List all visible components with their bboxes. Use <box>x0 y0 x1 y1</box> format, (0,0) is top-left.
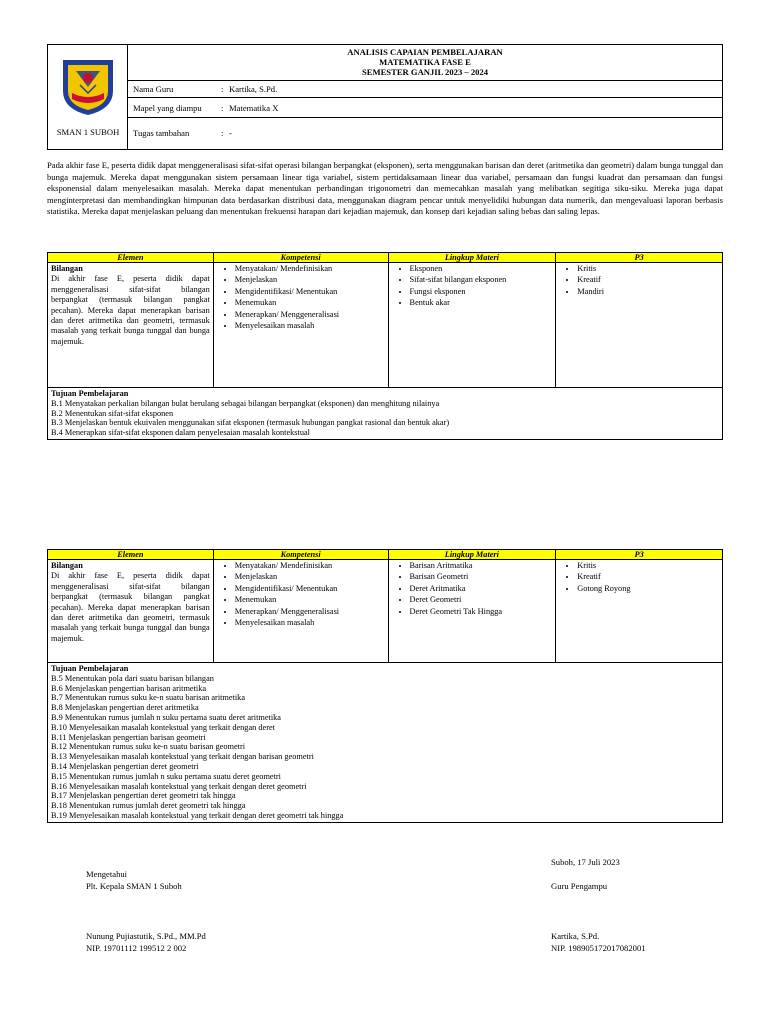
field-nama-guru: Nama Guru : Kartika, S.Pd. <box>133 84 278 94</box>
principal-name: Nunung Pujiastutik, S.Pd., MM.Pd <box>86 931 206 941</box>
tujuan-item: B.19 Menyelesaikan masalah kontekstual yang terkait dengan deret geometri tak hingga <box>51 810 344 820</box>
tujuan-item: B.2 Menentukan sifat-sifat eksponen <box>51 408 174 418</box>
list-item: • Menyatakan/ Mendefinisikan <box>235 264 385 274</box>
table-row <box>48 560 723 663</box>
kompetensi-cell <box>213 263 388 388</box>
lingkup-cell <box>388 560 556 663</box>
document-header <box>47 44 723 150</box>
tujuan-item: B.13 Menyelesaikan masalah kontekstual yang terkait dengan barisan geometri <box>51 752 314 762</box>
tujuan-item: B.16 Menyelesaikan masalah kontekstual yang terkait dengan deret geometri <box>51 781 307 791</box>
tujuan-item: B.6 Menjelaskan pengertian barisan aritmetika <box>51 683 207 693</box>
p3-cell <box>556 263 723 388</box>
field-mapel: Mapel yang diampu : Matematika X <box>133 103 279 113</box>
tujuan-item: B.4 Menerapkan sifat-sifat eksponen dalam penyelesaian masalah kontekstual <box>51 428 310 438</box>
list-item: • Deret Aritmatika <box>410 584 553 594</box>
elemen-title: Bilangan <box>51 264 83 273</box>
tujuan-row <box>48 663 723 823</box>
kompetensi-cell <box>213 560 388 663</box>
elemen-cell <box>48 263 214 388</box>
column-header: P3 <box>556 550 723 560</box>
tujuan-item: B.3 Menjelaskan bentuk ekuivalen menggunakan sifat eksponen (termasuk hubungan pangkat rasional dan bentuk akar) <box>51 418 450 428</box>
list-item: • Sifat-sifat bilangan eksponen <box>410 275 553 285</box>
list-item: • Menyelesaikan masalah <box>235 321 385 331</box>
list-item: • Gotong Royong <box>577 584 719 594</box>
tujuan-cell <box>48 388 723 440</box>
column-header: Kompetensi <box>213 253 388 263</box>
list-item: • Menjelaskan <box>235 572 385 582</box>
tujuan-item: B.10 Menyelesaikan masalah kontekstual yang terkait dengan deret <box>51 722 275 732</box>
title-line: MATEMATIKA FASE E <box>379 57 471 67</box>
list-item: • Kritis <box>577 264 719 274</box>
list-item: • Menerapkan/ Menggeneralisasi <box>235 607 385 617</box>
list-item: • Barisan Geometri <box>410 572 553 582</box>
list-item: • Barisan Aritmatika <box>410 561 553 571</box>
tujuan-label: Tujuan Pembelajaran <box>51 389 129 398</box>
column-header: Lingkup Materi <box>388 253 556 263</box>
list-item: • Kreatif <box>577 572 719 582</box>
table-header-row <box>48 253 723 263</box>
table-row <box>48 263 723 388</box>
list-item: • Deret Geometri Tak Hingga <box>410 607 553 617</box>
list-item: • Deret Geometri <box>410 595 553 605</box>
table-header-row <box>48 550 723 560</box>
list-item: • Fungsi eksponen <box>410 287 553 297</box>
tujuan-item: B.15 Menentukan rumus jumlah n suku pertama suatu deret geometri <box>51 771 281 781</box>
capaian-paragraph: Pada akhir fase E, peserta didik dapat menggeneralisasi sifat-sifat operasi bilangan berpangkat (eksponen), serta menggunakan barisan dan deret (aritmetika dan geometri) dalam bunga tunggal dan bunga majemuk. Mereka dapat menggunakan sistem persamaan linear tiga variabel, sistem pertidaksamaan linear dua variabel, persamaan dan fungsi kuadrat dan persamaan dan fungsi eksponensial dalam menyelesaikan masalah. Mereka dapat menentukan perbandingan trigonometri dan memecahkan masalah yang melibatkan segitiga siku-siku. Mereka juga dapat menginterpretasi dan membandingkan himpunan data berdasarkan distribusi data, menggunakan diagram pencar untuk menyelidiki hubungan data numerik, dan mengevaluasi laporan berbasis statistika. Mereka dapat menjelaskan peluang dan menentukan frekuensi harapan dari kejadian majemuk, dan konsep dari kejadian saling bebas dan saling lepas. <box>47 160 723 217</box>
list-item: • Mengidentifikasi/ Menentukan <box>235 287 385 297</box>
list-item: • Eksponen <box>410 264 553 274</box>
list-item: • Bentuk akar <box>410 298 553 308</box>
column-header: Elemen <box>48 253 214 263</box>
list-item: • Menyatakan/ Mendefinisikan <box>235 561 385 571</box>
tujuan-item: B.9 Menentukan rumus jumlah n suku pertama suatu deret aritmetika <box>51 712 281 722</box>
tujuan-item: B.12 Menentukan rumus suku ke-n suatu barisan geometri <box>51 742 246 752</box>
elemen-cell <box>48 560 214 663</box>
school-logo-icon <box>60 57 116 117</box>
lingkup-cell <box>388 263 556 388</box>
tujuan-row <box>48 388 723 440</box>
field-tugas-tambahan: Tugas tambahan : - <box>133 128 232 138</box>
tujuan-item: B.17 Menjelaskan pengertian deret geometri tak hingga <box>51 791 236 801</box>
list-item: • Menemukan <box>235 298 385 308</box>
list-item: • Menerapkan/ Menggeneralisasi <box>235 310 385 320</box>
tujuan-item: B.11 Menjelaskan pengertian barisan geometri <box>51 732 206 742</box>
elemen-text: Di akhir fase E, peserta didik dapat menggeneralisasi sifat-sifat bilangan berpangkat (termasuk bilangan pangkat pecahan). Mereka dapat menerapkan barisan dan deret aritmetika dan geometri, termasuk masalah yang terkait bunga tunggal dan bunga majemuk. <box>51 274 210 346</box>
tujuan-item: B.18 Menentukan rumus jumlah deret geometri tak hingga <box>51 801 246 811</box>
teacher-nip: NIP. 198905172017082001 <box>551 943 646 953</box>
elemen-title: Bilangan <box>51 561 83 570</box>
document-title <box>128 45 722 77</box>
list-item: • Mandiri <box>577 287 719 297</box>
tujuan-item: B.7 Menentukan rumus suku ke-n suatu barisan aritmetika <box>51 693 246 703</box>
analysis-table-2 <box>47 549 723 823</box>
tujuan-item: B.8 Menjelaskan pengertian deret aritmetika <box>51 703 199 713</box>
column-header: Lingkup Materi <box>388 550 556 560</box>
teacher-name: Kartika, S.Pd. <box>551 931 600 941</box>
logo-cell <box>48 45 128 149</box>
tujuan-item: B.5 Menentukan pola dari suatu barisan bilangan <box>51 673 214 683</box>
list-item: • Kreatif <box>577 275 719 285</box>
tujuan-item: B.14 Menjelaskan pengertian deret geometri <box>51 761 199 771</box>
title-line: ANALISIS CAPAIAN PEMBELAJARAN <box>347 47 503 57</box>
list-item: • Mengidentifikasi/ Menentukan <box>235 584 385 594</box>
p3-cell <box>556 560 723 663</box>
list-item: • Menjelaskan <box>235 275 385 285</box>
tujuan-item: B.1 Menyatakan perkalian bilangan bulat berulang sebagai bilangan berpangkat (eksponen) dan menghitung nilainya <box>51 398 440 408</box>
teacher-role: Guru Pengampu <box>551 881 608 891</box>
elemen-text: Di akhir fase E, peserta didik dapat menggeneralisasi sifat-sifat bilangan berpangkat (termasuk bilangan pangkat pecahan). Mereka dapat menerapkan barisan dan deret aritmetika dan geometri, termasuk masalah yang terkait bunga tunggal dan bunga majemuk. <box>51 571 210 643</box>
column-header: Elemen <box>48 550 214 560</box>
place-date: Suboh, 17 Juli 2023 <box>551 857 620 867</box>
title-line: SEMESTER GANJIL 2023 – 2024 <box>361 67 489 77</box>
list-item: • Menemukan <box>235 595 385 605</box>
tujuan-cell <box>48 663 723 823</box>
column-header: Kompetensi <box>213 550 388 560</box>
tujuan-label: Tujuan Pembelajaran <box>51 664 129 673</box>
principal-role: Plt. Kepala SMAN 1 Suboh <box>86 881 182 891</box>
list-item: • Kritis <box>577 561 719 571</box>
principal-nip: NIP. 19701112 199512 2 002 <box>86 943 187 953</box>
column-header: P3 <box>556 253 723 263</box>
school-name: SMAN 1 SUBOH <box>56 127 120 137</box>
acknowledged-label: Mengetahui <box>86 869 128 879</box>
analysis-table-1 <box>47 252 723 440</box>
list-item: • Menyelesaikan masalah <box>235 618 385 628</box>
